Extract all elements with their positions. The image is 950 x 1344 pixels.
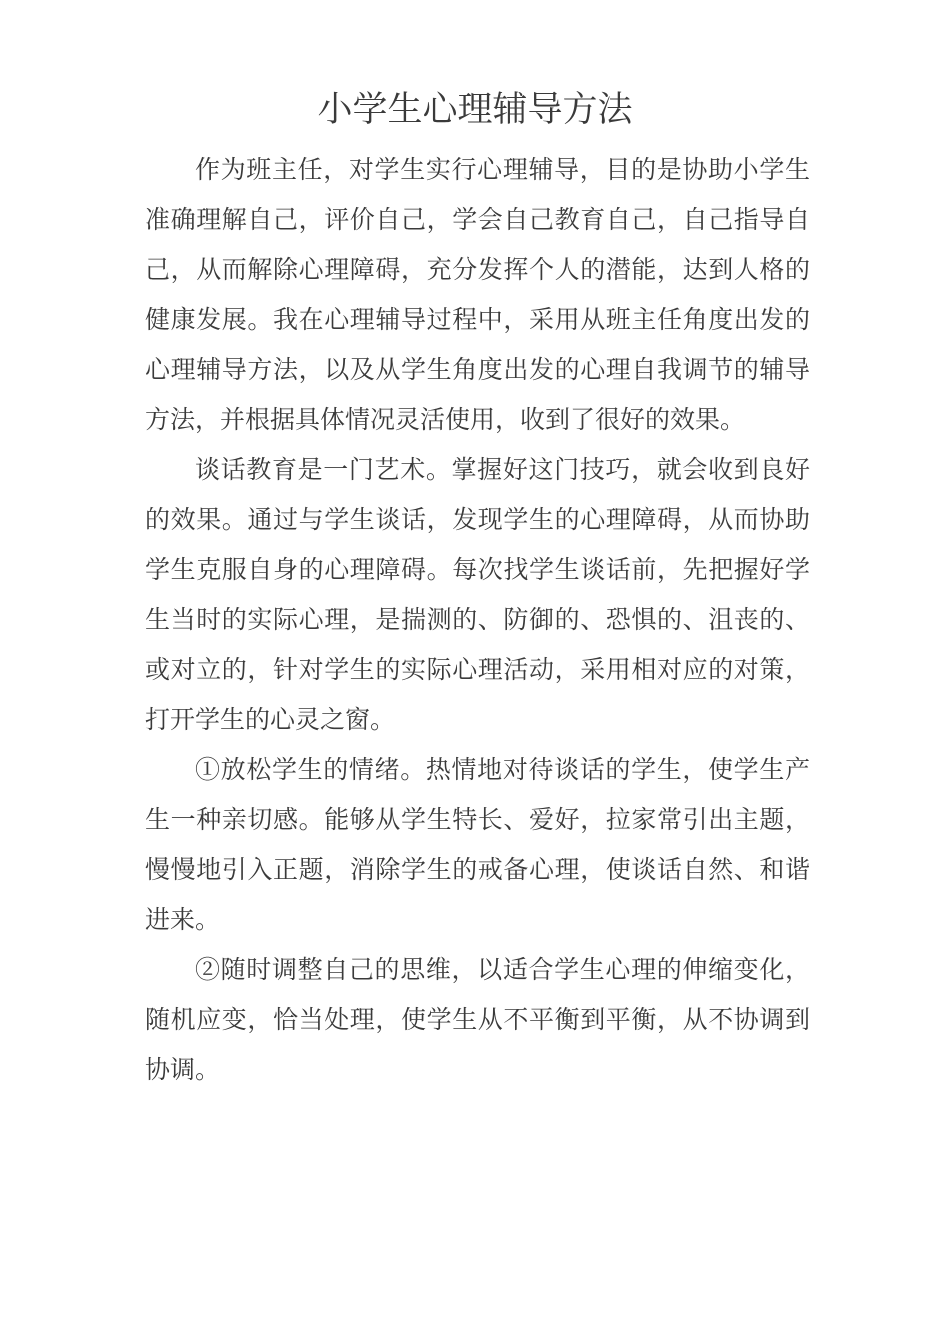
document-body bbox=[145, 145, 810, 1095]
document-title: 小学生心理辅导方法 bbox=[317, 90, 633, 130]
paragraph-adjust-thinking: ②随时调整自己的思维，以适合学生心理的伸缩变化，随机应变，恰当处理，使学生从不平衡到平衡，从不协调到协调。 bbox=[145, 955, 810, 1084]
paragraph-relax-emotions: ①放松学生的情绪。热情地对待谈话的学生，使学生产生一种亲切感。能够从学生特长、爱好，拉家常引出主题，慢慢地引入正题，消除学生的戒备心理，使谈话自然、和谐进来。 bbox=[145, 755, 810, 934]
paragraph-talk-education: 谈话教育是一门艺术。掌握好这门技巧，就会收到良好的效果。通过与学生谈话，发现学生的心理障碍，从而协助学生克服自身的心理障碍。每次找学生谈话前，先把握好学生当时的实际心理，是揣测的、防御的、恐惧的、沮丧的、或对立的，针对学生的实际心理活动，采用相对应的对策，打开学生的心灵之窗。 bbox=[145, 455, 810, 734]
paragraph-intro: 作为班主任，对学生实行心理辅导，目的是协助小学生准确理解自己，评价自己，学会自己教育自己，自己指导自己，从而解除心理障碍，充分发挥个人的潜能，达到人格的健康发展。我在心理辅导过程中，采用从班主任角度出发的心理辅导方法，以及从学生角度出发的心理自我调节的辅导方法，并根据具体情况灵活使用，收到了很好的效果。 bbox=[145, 155, 810, 434]
